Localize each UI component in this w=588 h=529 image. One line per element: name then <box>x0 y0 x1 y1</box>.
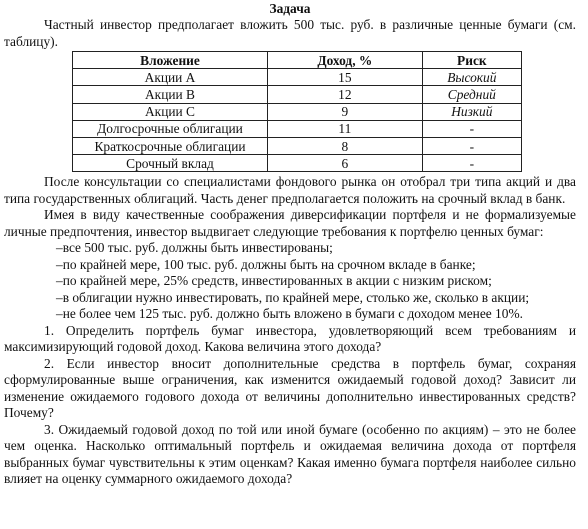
cell-investment: Долгосрочные облигации <box>73 120 268 137</box>
investment-table <box>72 51 522 172</box>
header-risk: Риск <box>422 52 521 69</box>
cell-return: 8 <box>268 137 423 154</box>
table-row <box>73 86 522 103</box>
cell-risk: - <box>422 137 521 154</box>
cell-investment: Акции С <box>73 103 268 120</box>
requirements-intro-paragraph: Имея в виду качественные соображения диверсификации портфеля и не формализуемые личные предпочтения, инвестор выдвигает следующие требования к портфелю ценных бумаг: <box>4 207 576 239</box>
question-2: 2. Если инвестор вносит дополнительные средства в портфель бумаг, сохраняя сформулированные выше ограничения, как изменится ожидаемый годовой доход? Зависит ли изменение ожидаемого годового дохода от величины дополнительно инвестированных средств? Почему? <box>4 355 576 421</box>
requirements-list <box>4 240 576 323</box>
list-item: –не более чем 125 тыс. руб. должно быть вложено в бумаги с доходом менее 10%. <box>56 306 523 322</box>
question-1: 1. Определить портфель бумаг инвестора, удовлетворяющий всем требованиям и максимизирующий годовой доход. Какова величина этого дохода? <box>4 322 576 355</box>
cell-investment: Акции А <box>73 69 268 86</box>
question-3: 3. Ожидаемый годовой доход по той или иной бумаге (особенно по акциям) – это не более чем оценка. Насколько оптимальный портфель и ожидаемая величина дохода от портфеля выбранных бумаг чувствительны к этим оценкам? Какая именно бумага портфеля наиболее сильно влияет на оценку суммарного ожидаемого дохода? <box>4 421 576 487</box>
cell-return: 12 <box>268 86 423 103</box>
list-item: –по крайней мере, 25% средств, инвестированных в акции с низким риском; <box>56 273 492 289</box>
intro-paragraph: Частный инвестор предполагает вложить 500 тыс. руб. в различные ценные бумаги (см. таблицу). <box>4 17 576 49</box>
cell-risk: Низкий <box>422 103 521 120</box>
task-title: Задача <box>269 1 311 16</box>
header-investment: Вложение <box>73 52 268 69</box>
cell-risk: Высокий <box>422 69 521 86</box>
table-row <box>73 137 522 154</box>
list-item: –по крайней мере, 100 тыс. руб. должны быть на срочном вкладе в банке; <box>56 256 476 272</box>
cell-risk: - <box>422 120 521 137</box>
consultation-paragraph: После консультации со специалистами фондового рынка он отобрал три типа акций и два типа государственных облигаций. Часть денег предполагается положить на срочный вклад в банк. <box>4 174 576 206</box>
document-page <box>0 1 580 529</box>
table-row <box>73 69 522 86</box>
cell-return: 15 <box>268 69 423 86</box>
table-row <box>73 120 522 137</box>
table-row <box>73 103 522 120</box>
cell-risk: - <box>422 155 521 172</box>
cell-investment: Срочный вклад <box>73 155 268 172</box>
list-item: –все 500 тыс. руб. должны быть инвестированы; <box>56 240 333 256</box>
list-item: –в облигации нужно инвестировать, по крайней мере, столько же, сколько в акции; <box>56 289 530 305</box>
cell-investment: Акции В <box>73 86 268 103</box>
cell-return: 11 <box>268 120 423 137</box>
table-header-row <box>73 52 522 69</box>
cell-return: 9 <box>268 103 423 120</box>
cell-risk: Средний <box>422 86 521 103</box>
table-row <box>73 155 522 172</box>
cell-return: 6 <box>268 155 423 172</box>
header-return: Доход, % <box>268 52 423 69</box>
cell-investment: Краткосрочные облигации <box>73 137 268 154</box>
